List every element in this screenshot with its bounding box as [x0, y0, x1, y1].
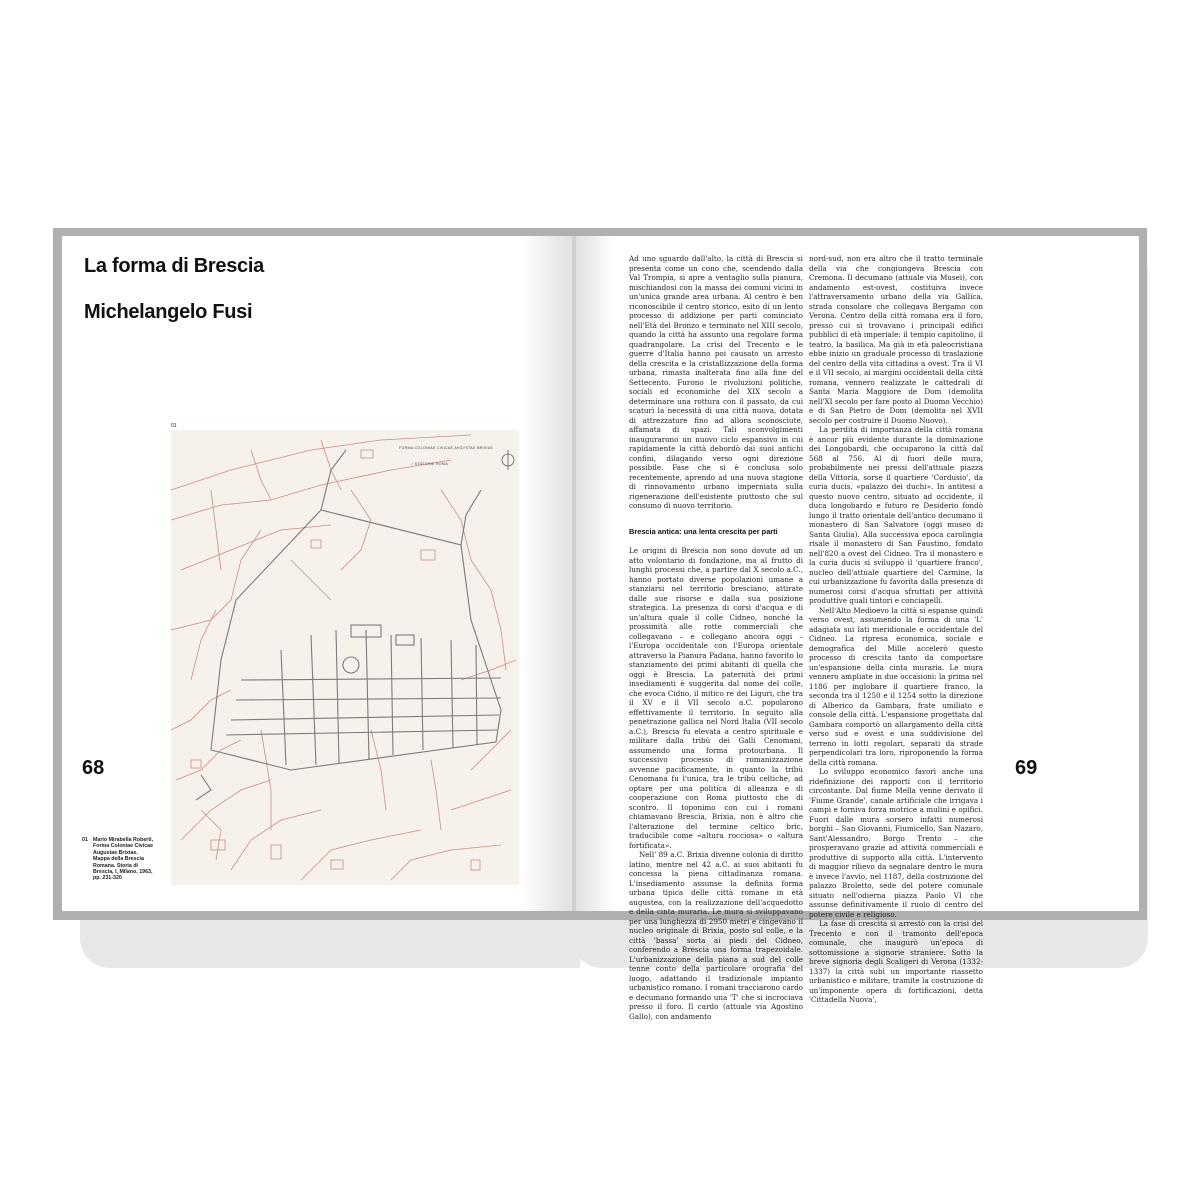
- map-drawing: [171, 430, 519, 885]
- body-paragraph: Nell' 89 a.C. Brixia divenne colonia di diritto latino, mentre nel 42 a.C. ai suoi abitanti fu concessa la piena cittadinanza romana. L'insediamento assunse la definita forma urbana tipica delle città romane in età augustea, con la realizzazione dell'acquedotto e della cinta muraria. Le mura si sviluppavano per una lunghezza di 2950 metri e cingevano il nucleo originale di Brixia, posto sul colle, e la città 'bassa' sorta ai piedi del Cidneo, conferendo a Brescia una forma trapezoidale. L'urbanizzazione della piana a sud del colle tenne conto della particolare orografia del luogo, adattando il tradizionale impianto urbanistico romano. I romani tracciarono cardo e decumano formando una 'T' che si incrociava presso il foro. Il cardo (attuale via Agostino Gallo), con andamento: [629, 850, 803, 1021]
- roman-brescia-map: [171, 430, 519, 885]
- figure-label: 01: [171, 423, 177, 429]
- roman-walls: [196, 450, 501, 800]
- gutter-shadow-right: [575, 236, 615, 911]
- map-legend: ○ STATIONE ROMA: [411, 462, 448, 466]
- body-paragraph: Ad uno sguardo dall'alto, la città di Brescia si presenta come un cono che, scendendo dalla Val Trompia, si apre a ventaglio sulla pianura, mischiandosi con la massa dei comuni vicini in un'unica grande area urbana. Al centro è ben riconoscibile il centro storico, esito di un lento processo di addizione per parti cominciato nell'Età del Bronzo e terminato nel XIII secolo, quando la città ha assunto una regolare forma quadrangolare. La crisi del Trecento e le guerre d'Italia hanno poi causato un arresto della crescita e la cristallizzazione della forma urbana, rimasta inalterata fino alla fine del Settecento. Furono le rivoluzioni politiche, sociali ed economiche del XIX secolo a determinare una rottura con il passato, da cui scaturì la necessità di una città nuova, dotata di attrezzature fino ad allora sconosciute, affamata di spazi. Tali sconvolgimenti inaugurarono un nuovo ciclo espansivo in cui rapidamente la città debordò dai suoi antichi confini, dilagando verso ogni direzione possibile. Fase che si è conclusa solo recentemente, aprendo ad una nuova stagione di rinnovamento urbano imperniata sulla rigenerazione dell'esistente piuttosto che sul consumo di nuovo territorio.: [629, 254, 803, 510]
- text-column-2: [809, 254, 983, 1004]
- book-spine: [572, 236, 576, 911]
- caption-number: 01: [82, 837, 88, 843]
- body-paragraph: nord-sud, non era altro che il tratto terminale della via che congiungeva Brescia con Cremona. Il decumano (attuale via Musei), con andamento est-ovest, costituiva invece l'attraversamento urbano della via Gallica, strada consolare che collegava Bergamo con Verona. Centro della città romana era il foro, presso cui si trovavano i principali edifici pubblici di età imperiale: il tempio capitolino, il teatro, la basilica. Ma già in età paleocristiana ebbe inizio un graduale processo di traslazione del centro della vita cittadina a ovest. Tra il VI e il VII secolo, ai margini occidentali della città romana, vennero realizzate le cattedrali di Santa Maria Maggiore de Dom (demolita nell'XI secolo per fare posto al Duomo Vecchio) e di San Pietro de Dom (demolita nel XVII secolo per costruire il Duomo Nuovo).: [809, 254, 983, 425]
- page-number-right: 69: [1015, 757, 1038, 779]
- map-title: FORMA COLONIAE CIVICAE AVGVSTAE BRIXIAE: [399, 446, 494, 450]
- article-author: Michelangelo Fusi: [84, 301, 253, 323]
- figure-caption: Mario Mirabella Roberti, Forma Coloniae Civicae Augustae Brixiae. Mappa della Brescia Romana. Storia di Brescia, I, Milano, 1963, pp. 231-320: [93, 837, 154, 882]
- north-arrow-icon: [502, 450, 514, 470]
- body-paragraph: Le origini di Brescia non sono dovute ad un atto volontario di fondazione, ma al frutto di lunghi processi che, a partire dal X secolo a.C., hanno portato diverse popolazioni umane a stanziarsi nel territorio bresciano, attirate dalle sue risorse e dalla sua posizione strategica. La presenza di corsi d'acqua e di un'altura quale il colle Cidneo, nonché la prossimità alle rotte commerciali che collegavano – e collegano ancora oggi – l'Europa occidentale con l'Europa orientale attraverso la Pianura Padana, hanno favorito lo stanziamento dei primi abitanti di quella che oggi è Brescia. La paternità dei primi insediamenti è suggerita dal nome del colle, che evoca Cidno, il mitico re dei Liguri, che tra il XV e il VII secolo a.C. popolarono effettivamente il territorio. In seguito alla penetrazione gallica nel Nord Italia (VII secolo a.C.), Brescia fu elevata a centro spirituale e militare dalla tribù dei Galli Cenomani, assumendo una forma protourbana. Il successivo processo di romanizzazione avvenne pacificamente, in quanto la tribù Cenomana fu l'unica, tra le tribù celtiche, ad optare per una politica di alleanza e di cooperazione con Roma piuttosto che di scontro. Il toponimo con cui i romani chiamavano Brescia, Brixia, non è altro che l'alterazione del termine celtico bric, traducibile come «altura rocciosa» o «altura fortificata».: [629, 546, 803, 850]
- body-paragraph: Nell'Alto Medioevo la città si espanse quindi verso ovest, assumendo la forma di una 'L' adagiata sui lati meridionale e occidentale del Cidneo. La ripresa economica, sociale e demografica del Mille accelerò questo processo di crescita tanto da comportare un'espansione della cinta muraria. Le mura vennero ampliate in due occasioni: la prima nel 1186 per inglobare il quartiere franco, la seconda tra il 1250 e il 1254 sotto la direzione di Alberico da Gambara, frate umiliato e console della città. L'espansione progettata dal Gambara comportò un allargamento della città verso sud e ovest e una suddivisione del terreno in lotti regolari, separati da strade perpendicolari tra loro, riproponendo la forma della città romana.: [809, 605, 983, 767]
- article-title: La forma di Brescia: [84, 255, 264, 277]
- text-column-1: [629, 254, 803, 1021]
- body-paragraph: La perdita di importanza della città romana è ancor più evidente durante la dominazione dei Longobardi, che occuparono la città dal 568 al 756. Al di fuori delle mura, probabilmente nei pressi dell'attuale piazza della Vittoria, sorse il quartiere 'Cordusio', da curia ducis, «palazzo dei duchi». In antitesi a questo nuovo centro, situato ad occidente, il duca longobardo e futuro re Desiderio fondò lungo il tratto orientale dell'antico decumano il monastero di San Salvatore (oggi museo di Santa Giulia). Alla successiva epoca carolingia risale il monastero di San Faustino, fondato nell'820 a ovest del Cidneo. Tra il monastero e la curia ducis si sviluppò il 'quartiere franco', nucleo dell'attuale quartiere del Carmine, la cui urbanizzazione fu favorita dalla presenza di numerosi corsi d'acqua sfruttati per attività produttive quali tintori e conciapelli.: [809, 425, 983, 605]
- page-number-left: 68: [82, 757, 105, 779]
- body-paragraph: Lo sviluppo economico favorì anche una ridefinizione dei rapporti con il territorio circostante. Dal fiume Mella venne derivato il 'Fiume Grande', canale artificiale che irrigava i campi e forniva forza motrice a mulini e opifici. Fuori dalle mura sorsero infatti numerosi borghi – San Giovanni, Fiumicello, San Nazaro, Sant'Alessandro, Borgo Trento – che prosperavano grazie ad attività commerciali e produttive di supporto alla città. L'intervento di maggior rilievo da segnalare dentro le mura è invece l'avvio, nel 1187, della costruzione del palazzo Broletto, sede del potere comunale situato nell'odierna piazza Paolo VI che assunse definitivamente il ruolo di centro del potere civile e religioso.: [809, 767, 983, 919]
- modern-streets: [171, 435, 516, 880]
- body-paragraph: La fase di crescita si arrestò con la crisi del Trecento e con il tramonto dell'epoca comunale, che inaugurò un'epoca di sottomissione a signorie straniere. Sotto la breve signoria degli Scaligeri di Verona (1332-1337) la città subì un importante riassetto urbanistico e militare, tramite la costruzione di un'imponente opera di fortificazioni, detta 'Cittadella Nuova',: [809, 919, 983, 1004]
- gutter-shadow-left: [520, 236, 574, 911]
- section-subheading: Brescia antica: una lenta crescita per parti: [629, 526, 778, 536]
